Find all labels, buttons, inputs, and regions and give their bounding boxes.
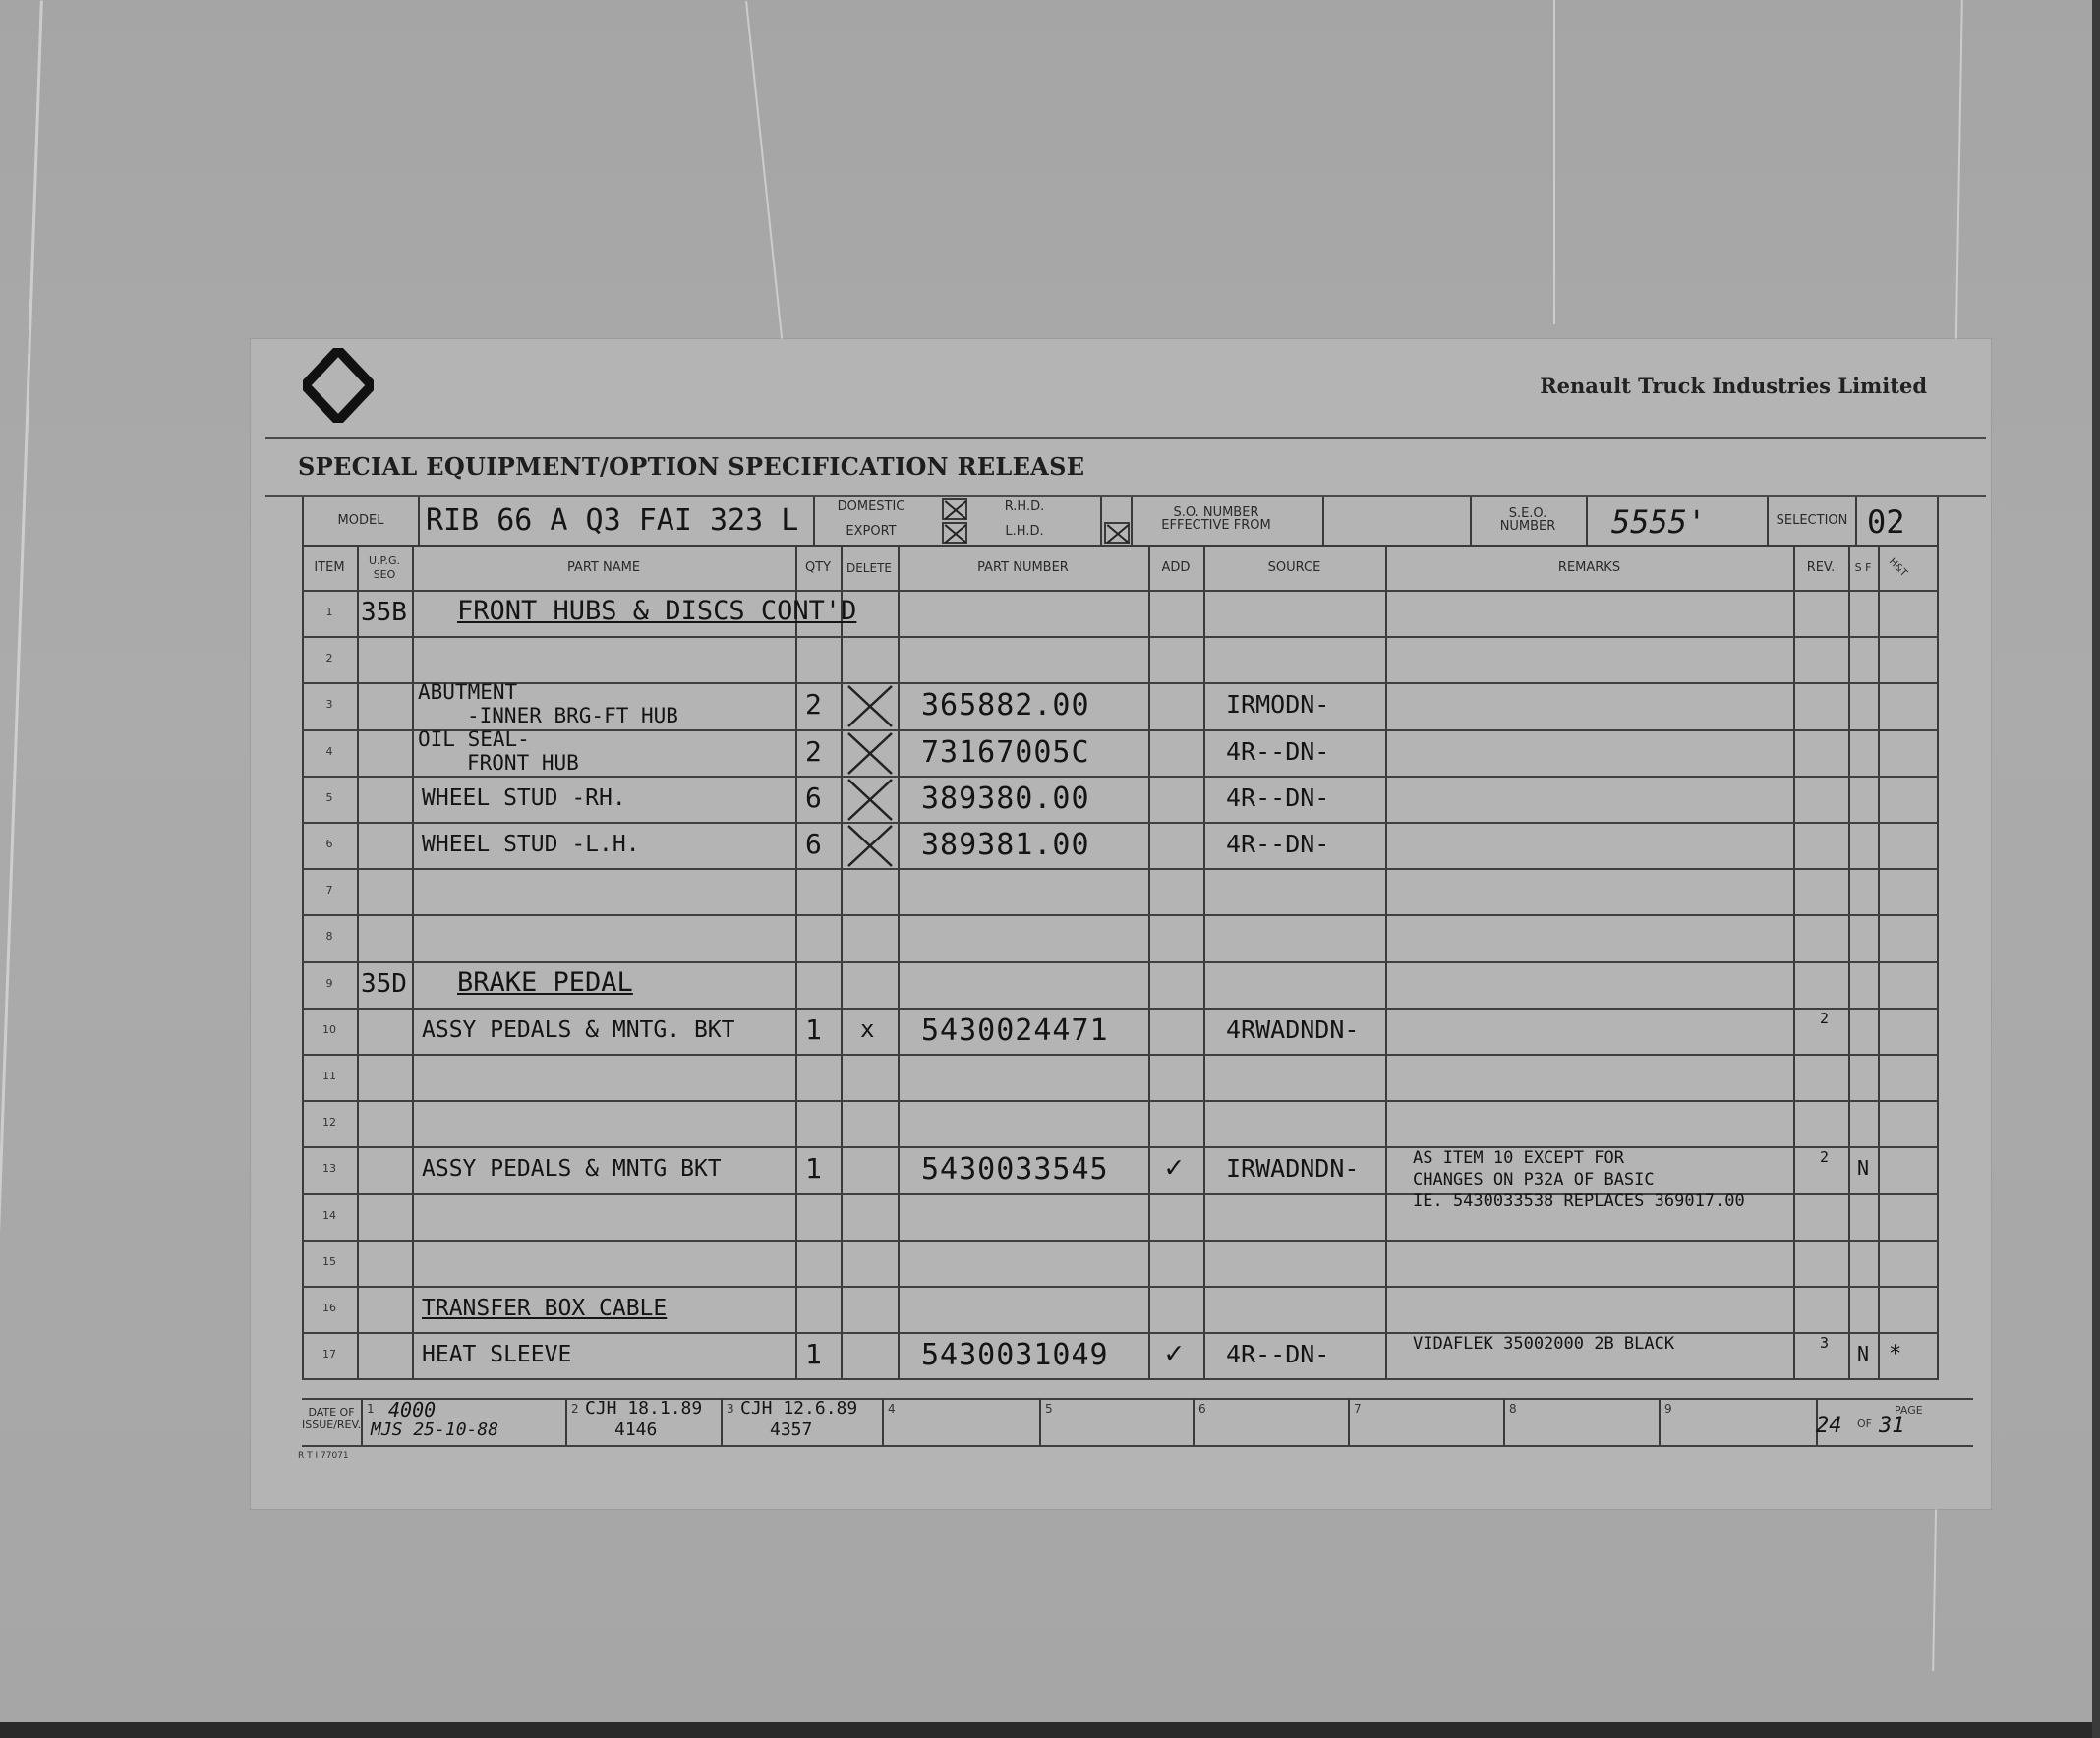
col-part-number: PART NUMBER [977, 560, 1069, 575]
source-code: 4R--DN- [1226, 736, 1330, 766]
col-part-name: PART NAME [566, 560, 641, 575]
part-number: 5430024471 [921, 1013, 1109, 1048]
grid-line [302, 1054, 1939, 1056]
revision-number: 3 [1820, 1334, 1830, 1353]
col-sf: S F [1854, 561, 1872, 574]
issue-rev-label: ISSUE/REV. [302, 1419, 362, 1431]
grid-line [302, 1146, 1939, 1148]
item-number: 11 [322, 1070, 336, 1082]
item-number: 5 [325, 790, 333, 804]
domestic-label: DOMESTIC [837, 499, 905, 514]
grid-line [418, 497, 420, 545]
rev2-release: 4146 [614, 1419, 658, 1440]
model-label: MODEL [337, 513, 384, 528]
part-number: 73167005C [921, 734, 1090, 770]
form-code: R T I 77071 [298, 1451, 349, 1461]
page-total: 31 [1879, 1414, 1905, 1438]
grid-line [302, 682, 1939, 684]
source-code: IRWADNDN- [1226, 1154, 1360, 1184]
remarks-text: IE. 5430033538 REPLACES 369017.00 [1413, 1191, 1745, 1212]
revision-footer [302, 1398, 1973, 1447]
item-number: 2 [325, 652, 333, 666]
rev-slot-2-number: 2 [571, 1402, 579, 1416]
parts-table [302, 547, 1939, 1398]
section-heading: TRANSFER BOX CABLE [422, 1296, 668, 1321]
grid-line [302, 729, 1939, 731]
revision-number: 2 [1820, 1009, 1830, 1027]
quantity: 1 [805, 1338, 822, 1371]
grid-line [302, 822, 1939, 824]
lhd-label: L.H.D. [1005, 524, 1044, 539]
grid-line [302, 1378, 1939, 1380]
form-title: SPECIAL EQUIPMENT/OPTION SPECIFICATION RELEASE [298, 452, 1085, 481]
source-code: 4R--DN- [1226, 830, 1330, 858]
col-add: ADD [1161, 560, 1191, 575]
grid-line [302, 776, 1939, 778]
part-name-line2: FRONT HUB [467, 750, 579, 775]
seo-number-value: 5555' [1611, 503, 1707, 541]
quantity: 1 [805, 1152, 822, 1186]
quantity: 2 [805, 734, 822, 768]
grid-line [302, 961, 1939, 963]
scratch-mark [1553, 0, 1555, 324]
page-number: 24 [1816, 1414, 1842, 1438]
company-name: Renault Truck Industries Limited [1540, 374, 1927, 398]
grid-line [302, 868, 1939, 870]
rev-slot-3-number: 3 [727, 1402, 734, 1416]
sf-flag: N [1857, 1342, 1870, 1366]
item-number: 15 [322, 1254, 336, 1268]
seo-number-label: NUMBER [1499, 519, 1556, 534]
quantity: 2 [805, 688, 822, 722]
rhd-label: R.H.D. [1004, 499, 1045, 514]
item-number: 17 [322, 1348, 336, 1361]
col-seo: SEO [373, 568, 396, 581]
quantity: 6 [805, 781, 822, 814]
section-heading: FRONT HUBS & DISCS CONT'D [457, 596, 857, 626]
grid-line [813, 497, 815, 545]
rev-slot-9-number: 9 [1664, 1402, 1672, 1416]
part-number: 5430033545 [921, 1152, 1109, 1188]
item-number: 1 [325, 606, 333, 618]
grid-line [1855, 497, 1857, 545]
col-qty: QTY [804, 560, 832, 575]
item-number: 8 [325, 930, 333, 944]
domestic-checkbox[interactable] [942, 498, 967, 520]
item-number: 14 [322, 1208, 336, 1222]
source-code: IRMODN- [1226, 690, 1330, 720]
grid-line [302, 636, 1939, 638]
part-number: 5430031049 [921, 1338, 1109, 1373]
divider [265, 437, 1986, 439]
page-label: PAGE [1895, 1404, 1923, 1417]
part-name: ABUTMENT [418, 680, 518, 705]
renault-logo-icon [303, 348, 374, 423]
rev3-release: 4357 [770, 1419, 813, 1440]
rev3-date: CJH 12.6.89 [740, 1398, 858, 1419]
part-number: 365882.00 [921, 688, 1090, 724]
item-number: 6 [325, 838, 333, 850]
add-checkmark: ✓ [1165, 1336, 1184, 1371]
so-number-label: S.O. NUMBER [1173, 505, 1259, 520]
rev-slot-8-number: 8 [1509, 1402, 1517, 1416]
grid-line [302, 914, 1939, 916]
part-name: ASSY PEDALS & MNTG. BKT [422, 1016, 735, 1043]
selection-label: SELECTION [1776, 513, 1848, 528]
delete-flag: x [860, 1014, 875, 1043]
grid-line [1193, 1398, 1195, 1445]
grid-line [1348, 1398, 1350, 1445]
part-number: 389381.00 [921, 828, 1090, 862]
lhd-checkbox[interactable] [1104, 522, 1130, 544]
item-number: 3 [325, 698, 333, 712]
grid-line [1503, 1398, 1505, 1445]
item-number: 7 [325, 884, 333, 898]
source-code: 4RWADNDN- [1226, 1014, 1360, 1044]
quantity: 1 [805, 1013, 822, 1046]
part-name: WHEEL STUD -RH. [422, 784, 626, 811]
item-number: 16 [322, 1302, 336, 1314]
col-rev: REV. [1806, 560, 1836, 575]
grid-line [302, 1240, 1939, 1242]
quantity: 6 [805, 828, 822, 860]
col-upg: U.P.G. [369, 554, 400, 567]
flag-mark: * [1889, 1342, 1902, 1367]
grid-line [1039, 1398, 1041, 1445]
grid-line [721, 1398, 723, 1445]
seo-label: S.E.O. [1508, 506, 1547, 521]
item-number: 12 [322, 1116, 336, 1130]
revision-number: 2 [1820, 1148, 1830, 1167]
col-remarks: REMARKS [1557, 560, 1621, 575]
date-of-label: DATE OF [308, 1406, 355, 1419]
part-number: 389380.00 [921, 781, 1090, 816]
source-code: 4R--DN- [1226, 1340, 1330, 1369]
part-name-line2: -INNER BRG-FT HUB [467, 704, 678, 728]
grid-line [302, 1286, 1939, 1288]
delete-cross-mark [845, 683, 896, 729]
page-of-label: OF [1857, 1418, 1872, 1430]
upg-seo-code: 35B [361, 598, 407, 627]
grid-line [302, 1100, 1939, 1102]
section-heading: BRAKE PEDAL [457, 966, 633, 998]
rev1-date: MJS 25-10-88 [371, 1419, 499, 1440]
rev2-date: CJH 18.1.89 [585, 1398, 703, 1419]
col-last: H&T [1886, 556, 1909, 580]
grid-line [1659, 1398, 1661, 1445]
scan-edge-bottom [0, 1722, 2100, 1738]
grid-line [302, 1008, 1939, 1010]
delete-cross-mark [845, 730, 896, 777]
remarks-text: VIDAFLEK 35002000 2B BLACK [1413, 1334, 1675, 1355]
delete-cross-mark [845, 823, 896, 869]
remarks-text: AS ITEM 10 EXCEPT FOR [1413, 1148, 1624, 1169]
part-name: OIL SEAL- [418, 726, 530, 751]
add-checkmark: ✓ [1165, 1150, 1184, 1186]
scan-edge-right [2092, 0, 2100, 1738]
grid-line [882, 1398, 884, 1445]
rev-slot-4-number: 4 [888, 1402, 896, 1416]
export-checkbox[interactable] [942, 522, 967, 544]
grid-line [1322, 497, 1324, 545]
remarks-text: CHANGES ON P32A OF BASIC [1413, 1170, 1655, 1190]
part-name: ASSY PEDALS & MNTG BKT [422, 1156, 722, 1183]
grid-line [1586, 497, 1588, 545]
selection-value: 02 [1867, 503, 1905, 541]
part-name: HEAT SLEEVE [422, 1342, 572, 1368]
sf-flag: N [1857, 1156, 1870, 1181]
rev1-release: 4000 [388, 1398, 437, 1421]
source-code: 4R--DN- [1226, 782, 1330, 812]
grid-line [1131, 497, 1133, 545]
item-number: 13 [322, 1162, 336, 1176]
grid-line [302, 1332, 1939, 1334]
delete-cross-mark [845, 777, 896, 823]
grid-line [1470, 497, 1472, 545]
rev-slot-7-number: 7 [1354, 1402, 1362, 1416]
rev-slot-5-number: 5 [1045, 1402, 1053, 1416]
grid-line [302, 590, 1939, 592]
grid-line [565, 1398, 567, 1445]
grid-line [1937, 497, 1939, 545]
item-number: 9 [325, 976, 333, 990]
part-name: WHEEL STUD -L.H. [422, 832, 640, 857]
header-row [302, 497, 1939, 547]
rev-slot-6-number: 6 [1198, 1402, 1206, 1416]
item-number: 10 [322, 1022, 336, 1036]
rev-slot-1-number: 1 [367, 1402, 375, 1416]
grid-line [302, 1398, 1973, 1400]
grid-line [302, 1445, 1973, 1447]
col-delete: DELETE [846, 561, 892, 575]
grid-line [1100, 497, 1102, 545]
model-value: RIB 66 A Q3 FAI 323 L [426, 503, 799, 538]
effective-from-label: EFFECTIVE FROM [1161, 518, 1271, 533]
export-label: EXPORT [846, 524, 897, 539]
item-number: 4 [325, 744, 333, 758]
upg-seo-code: 35D [361, 968, 407, 999]
grid-line [361, 1398, 363, 1445]
col-item: ITEM [314, 560, 345, 575]
col-source: SOURCE [1267, 560, 1321, 575]
